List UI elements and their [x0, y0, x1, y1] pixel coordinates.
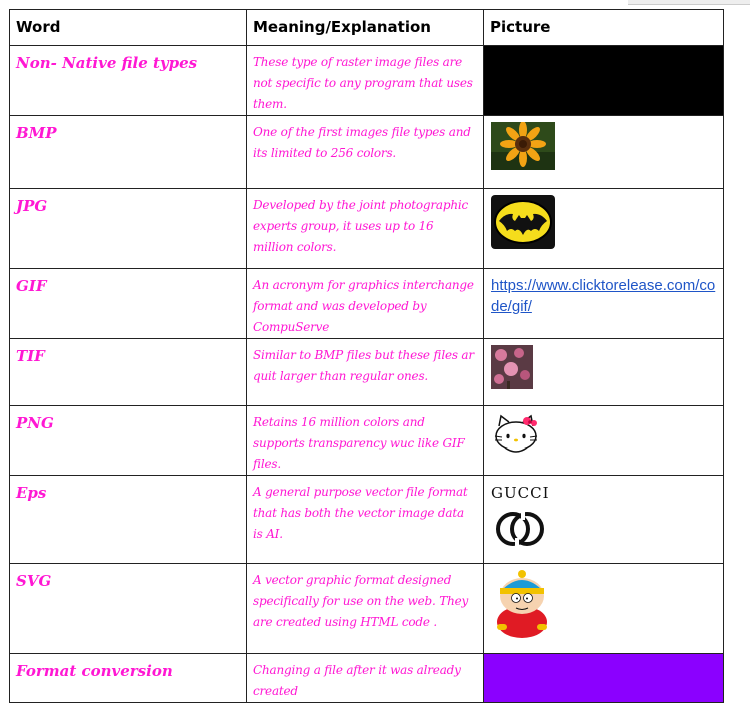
- word-cell: JPG: [10, 189, 247, 269]
- meaning-cell: Similar to BMP files but these files ar quit larger than regular ones.: [247, 339, 484, 406]
- meaning-cell: These type of raster image files are not specific to any program that uses them.: [247, 46, 484, 116]
- header-word: Word: [10, 10, 247, 46]
- picture-cell: [484, 269, 724, 339]
- header-meaning: Meaning/Explanation: [247, 10, 484, 46]
- file-types-table: [9, 9, 724, 703]
- meaning-cell: Retains 16 million colors and supports transparency wuc like GIF files.: [247, 406, 484, 476]
- blossom-photo: [491, 345, 533, 389]
- word-cell: GIF: [10, 269, 247, 339]
- gucci-logo: [491, 508, 549, 550]
- meaning-cell: A vector graphic format designed specifically for use on the web. They are created using HTML code .: [247, 564, 484, 654]
- meaning-cell: One of the first images file types and its limited to 256 colors.: [247, 116, 484, 189]
- word-cell: BMP: [10, 116, 247, 189]
- cartman-character: [491, 570, 553, 640]
- table-row: [10, 476, 724, 564]
- picture-cell: [484, 406, 724, 476]
- picture-cell: [484, 339, 724, 406]
- header-picture: Picture: [484, 10, 724, 46]
- word-cell: Eps: [10, 476, 247, 564]
- gucci-wordmark: GUCCI: [491, 484, 550, 502]
- word-cell: SVG: [10, 564, 247, 654]
- picture-cell: [484, 189, 724, 269]
- word-cell: Format conversion: [10, 654, 247, 703]
- table-row: [10, 339, 724, 406]
- picture-cell: [484, 476, 724, 564]
- word-cell: TIF: [10, 339, 247, 406]
- table-row: [10, 46, 724, 116]
- meaning-cell: Developed by the joint photographic experts group, it uses up to 16 million colors.: [247, 189, 484, 269]
- table-row: [10, 564, 724, 654]
- table-row: [10, 654, 724, 703]
- meaning-cell: Changing a file after it was already created: [247, 654, 484, 703]
- table-row: [10, 116, 724, 189]
- table-row: [10, 406, 724, 476]
- window-edge: [628, 0, 750, 5]
- gif-link[interactable]: https://www.clicktorelease.com/code/gif/: [491, 277, 716, 315]
- word-cell: PNG: [10, 406, 247, 476]
- header-row: [10, 10, 724, 46]
- picture-cell: [484, 564, 724, 654]
- batman-logo: [491, 195, 555, 249]
- purple-box: [484, 654, 724, 703]
- table-row: [10, 189, 724, 269]
- meaning-cell: An acronym for graphics interchange format and was developed by CompuServe: [247, 269, 484, 339]
- table-row: [10, 269, 724, 339]
- hello-kitty: [491, 412, 541, 458]
- sunflower-image: [491, 122, 555, 170]
- meaning-cell: A general purpose vector file format that has both the vector image data is AI.: [247, 476, 484, 564]
- black-box: [484, 46, 724, 116]
- picture-cell: [484, 116, 724, 189]
- word-cell: Non- Native file types: [10, 46, 247, 116]
